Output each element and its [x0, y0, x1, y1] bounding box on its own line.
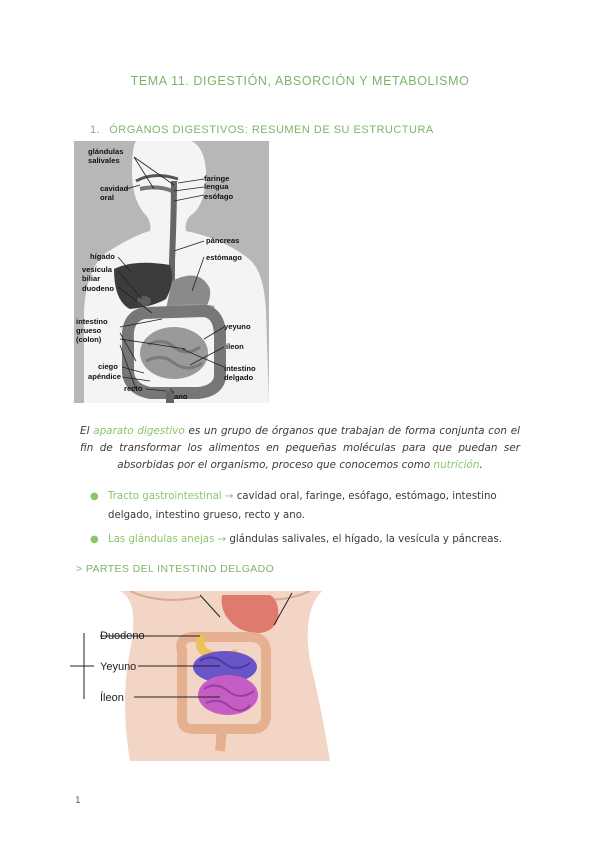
section-heading	[90, 124, 434, 136]
intro-paragraph	[80, 423, 520, 474]
bullet-text: glándulas salivales, el hígado, la vesícula y páncreas.	[229, 534, 502, 545]
label-grueso: grueso	[76, 326, 102, 335]
label-intestino: intestino	[76, 317, 108, 326]
label-lengua: lengua	[204, 182, 229, 191]
label-glandulas: glándulas	[88, 147, 124, 156]
bullet-label: Tracto gastrointestinal	[108, 491, 222, 502]
label-pancreas: páncreas	[206, 236, 240, 245]
label-duodeno: duodeno	[82, 284, 115, 293]
arrow-right-icon: →	[217, 534, 227, 545]
digestive-system-diagram	[74, 141, 269, 403]
label-ileon-fig2: Íleon	[100, 692, 124, 704]
label-intestino-delgado-2: delgado	[224, 373, 254, 382]
intro-text-2: es un grupo de órganos que trabajan de forma conjunta con el fin de transformar los alimentos en pequeñas moléculas para que puedan ser absorbidas por el organismo, proceso que conocemos como	[80, 425, 520, 471]
label-duodeno-fig2: Duodeno	[100, 630, 145, 642]
section-title: ÓRGANOS DIGESTIVOS: RESUMEN DE SU ESTRUCTURA	[109, 124, 434, 136]
label-faringe: faringe	[204, 174, 230, 183]
bullet-text: cavidad oral, faringe, esófago, estómago, intestino delgado, intestino grueso, recto y ano.	[108, 491, 497, 521]
label-higado: hígado	[90, 252, 115, 261]
label-ciego: ciego	[98, 362, 118, 371]
label-intestino-delgado-1: intestino	[224, 364, 256, 373]
label-cavidad: cavidad	[100, 184, 129, 193]
bullet-label: Las glándulas anejas	[108, 534, 215, 545]
bullet-list	[90, 487, 510, 554]
subsection-heading: > PARTES DEL INTESTINO DELGADO	[76, 563, 275, 575]
label-yeyuno: yeyuno	[224, 322, 251, 331]
term-nutricion: nutrición	[433, 459, 480, 471]
label-recto: recto	[124, 384, 143, 393]
bullet-item	[90, 487, 510, 525]
label-salivales: salivales	[88, 156, 120, 165]
page-title: TEMA 11. DIGESTIÓN, ABSORCIÓN Y METABOLISMO	[130, 74, 470, 88]
label-biliar: biliar	[82, 274, 101, 283]
bullet-item	[90, 530, 510, 549]
label-colon: (colon)	[76, 335, 102, 344]
intro-text-1: El	[80, 425, 94, 437]
label-esofago: esófago	[204, 192, 234, 201]
label-oral: oral	[100, 193, 114, 202]
bullet-dot-icon: ●	[90, 491, 99, 502]
arrow-right-icon: →	[224, 491, 234, 502]
page-number: 1	[75, 796, 81, 806]
small-intestine-diagram	[70, 591, 370, 761]
term-aparato-digestivo: aparato digestivo	[93, 425, 185, 437]
label-vesicula: vesícula	[82, 265, 112, 274]
label-ileon: íleon	[226, 342, 244, 351]
label-estomago: estómago	[206, 253, 242, 262]
label-ano: ano	[174, 392, 188, 401]
label-yeyuno-fig2: Yeyuno	[100, 661, 137, 673]
bullet-dot-icon: ●	[90, 534, 99, 545]
section-number: 1.	[90, 124, 101, 136]
intro-text-3: .	[479, 459, 483, 471]
label-apendice: apéndice	[88, 372, 121, 381]
